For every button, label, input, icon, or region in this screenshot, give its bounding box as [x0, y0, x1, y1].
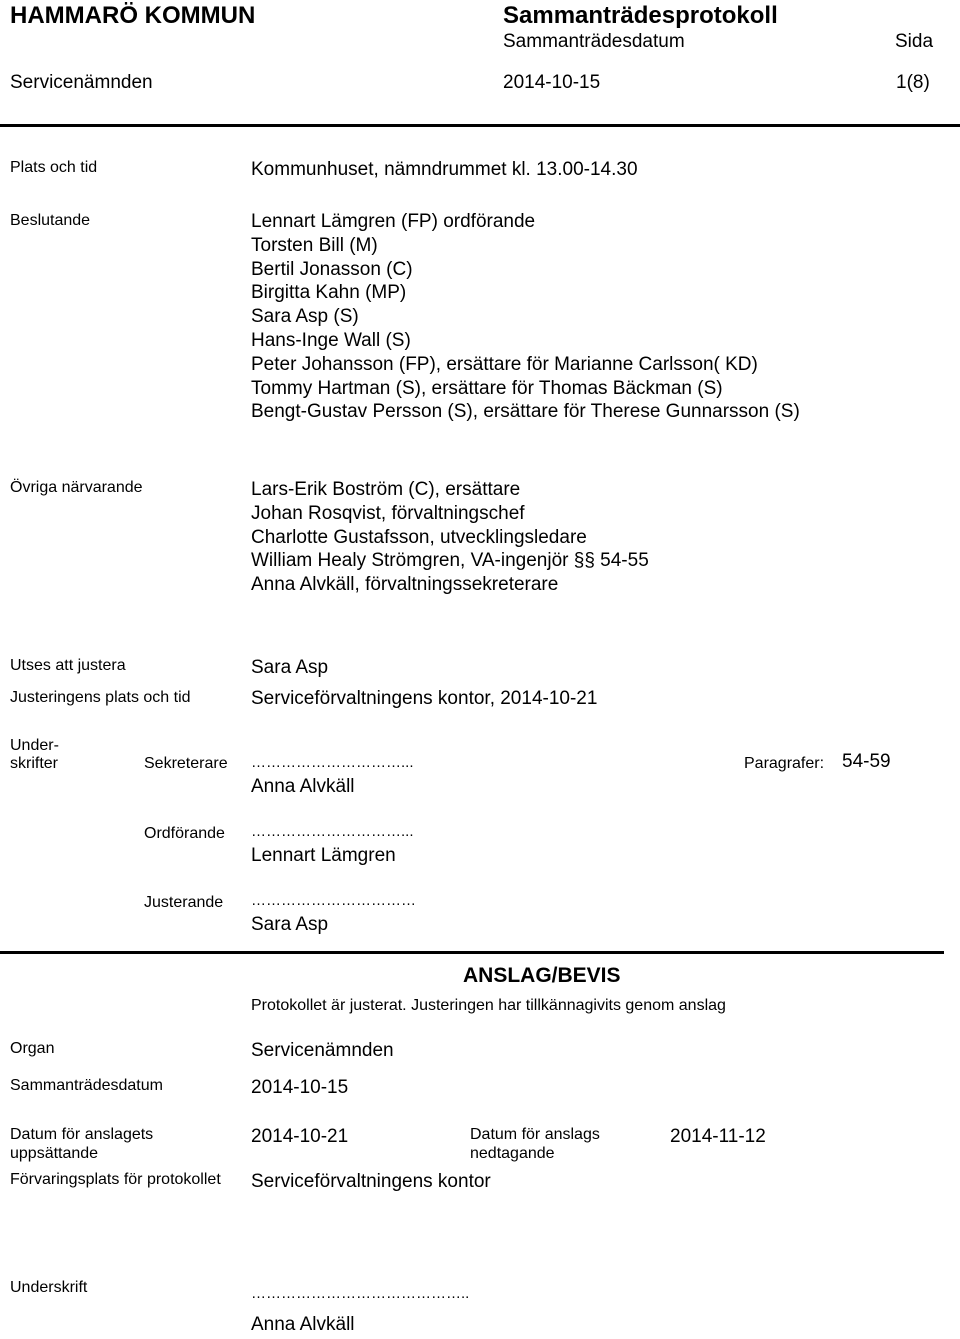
municipality-name: HAMMARÖ KOMMUN: [10, 2, 256, 29]
removed-date-value: 2014-11-12: [670, 1126, 766, 1147]
document-title: Sammanträdesprotokoll: [503, 2, 778, 29]
member-item: Bertil Jonasson (C): [251, 258, 413, 280]
appointed-adjuster-value: Sara Asp: [251, 657, 329, 678]
final-signature-name: Anna Alvkäll: [251, 1314, 355, 1335]
paragraphs-value: 54-59: [842, 751, 891, 772]
notice-divider: [0, 951, 944, 954]
header-committee: Servicenämnden: [10, 72, 153, 93]
attendee-item: William Healy Strömgren, VA-ingenjör §§ 54-55: [251, 550, 649, 572]
attendee-item: Anna Alvkäll, förvaltningssekreterare: [251, 574, 559, 596]
posted-date-label-line2: uppsättande: [10, 1145, 99, 1162]
appointed-adjuster-label: Utses att justera: [10, 657, 126, 674]
chair-name: Lennart Lämgren: [251, 845, 396, 866]
place-time-label: Plats och tid: [10, 159, 98, 176]
header-page-number: 1(8): [896, 72, 930, 93]
secretary-label: Sekreterare: [144, 755, 228, 772]
paragraphs-label: Paragrafer:: [744, 755, 825, 772]
signatures-label-line1: Under-: [10, 737, 59, 754]
header-date-label: Sammanträdesdatum: [503, 31, 685, 52]
chair-signature-line: …………………………...: [251, 823, 414, 840]
meeting-date-value: 2014-10-15: [251, 1077, 349, 1098]
member-item: Tommy Hartman (S), ersättare för Thomas Bäckman (S): [251, 377, 723, 399]
member-item: Birgitta Kahn (MP): [251, 282, 407, 304]
decision-makers-list: [251, 210, 800, 424]
member-item: Bengt-Gustav Persson (S), ersättare för Therese Gunnarsson (S): [251, 401, 800, 423]
chair-label: Ordförande: [144, 825, 225, 842]
member-item: Hans-Inge Wall (S): [251, 329, 411, 351]
attendee-item: Charlotte Gustafsson, utvecklingsledare: [251, 526, 587, 548]
others-present-label: Övriga närvarande: [10, 479, 143, 496]
removed-date-label-line2: nedtagande: [470, 1145, 555, 1162]
posted-date-value: 2014-10-21: [251, 1126, 349, 1147]
member-item: Sara Asp (S): [251, 306, 359, 328]
posted-date-label-line1: Datum för anslagets: [10, 1126, 154, 1143]
final-signature-label: Underskrift: [10, 1279, 88, 1296]
storage-value: Serviceförvaltningens kontor: [251, 1171, 491, 1192]
meeting-date-label: Sammanträdesdatum: [10, 1077, 163, 1094]
final-signature-line: ……………………………………..: [251, 1285, 470, 1302]
secretary-name: Anna Alvkäll: [251, 776, 355, 797]
storage-label: Förvaringsplats för protokollet: [10, 1171, 221, 1188]
organ-label: Organ: [10, 1040, 55, 1057]
member-item: Torsten Bill (M): [251, 234, 378, 256]
member-item: Peter Johansson (FP), ersättare för Marianne Carlsson( KD): [251, 353, 758, 375]
others-present-list: [251, 478, 649, 597]
header-page-label: Sida: [895, 31, 934, 52]
adjust-place-value: Serviceförvaltningens kontor, 2014-10-21: [251, 688, 598, 709]
organ-value: Servicenämnden: [251, 1040, 394, 1061]
notice-statement: Protokollet är justerat. Justeringen har tillkännagivits genom anslag: [251, 997, 726, 1014]
header-divider: [0, 124, 960, 127]
member-item: Lennart Lämgren (FP) ordförande: [251, 211, 536, 232]
signatures-label-line2: skrifter: [10, 755, 58, 772]
removed-date-label-line1: Datum för anslags: [470, 1126, 600, 1143]
place-time-value: Kommunhuset, nämndrummet kl. 13.00-14.30: [251, 159, 638, 180]
notice-title: ANSLAG/BEVIS: [463, 964, 621, 987]
adjuster-name: Sara Asp: [251, 914, 329, 935]
attendee-item: Lars-Erik Boström (C), ersättare: [251, 479, 521, 500]
adjuster-label: Justerande: [144, 894, 224, 911]
decision-makers-label: Beslutande: [10, 212, 91, 229]
secretary-signature-line: …………………………...: [251, 754, 414, 771]
adjust-place-label: Justeringens plats och tid: [10, 689, 191, 706]
header-date: 2014-10-15: [503, 72, 601, 93]
adjuster-signature-line: ……………………………: [251, 892, 416, 909]
attendee-item: Johan Rosqvist, förvaltningschef: [251, 502, 525, 524]
